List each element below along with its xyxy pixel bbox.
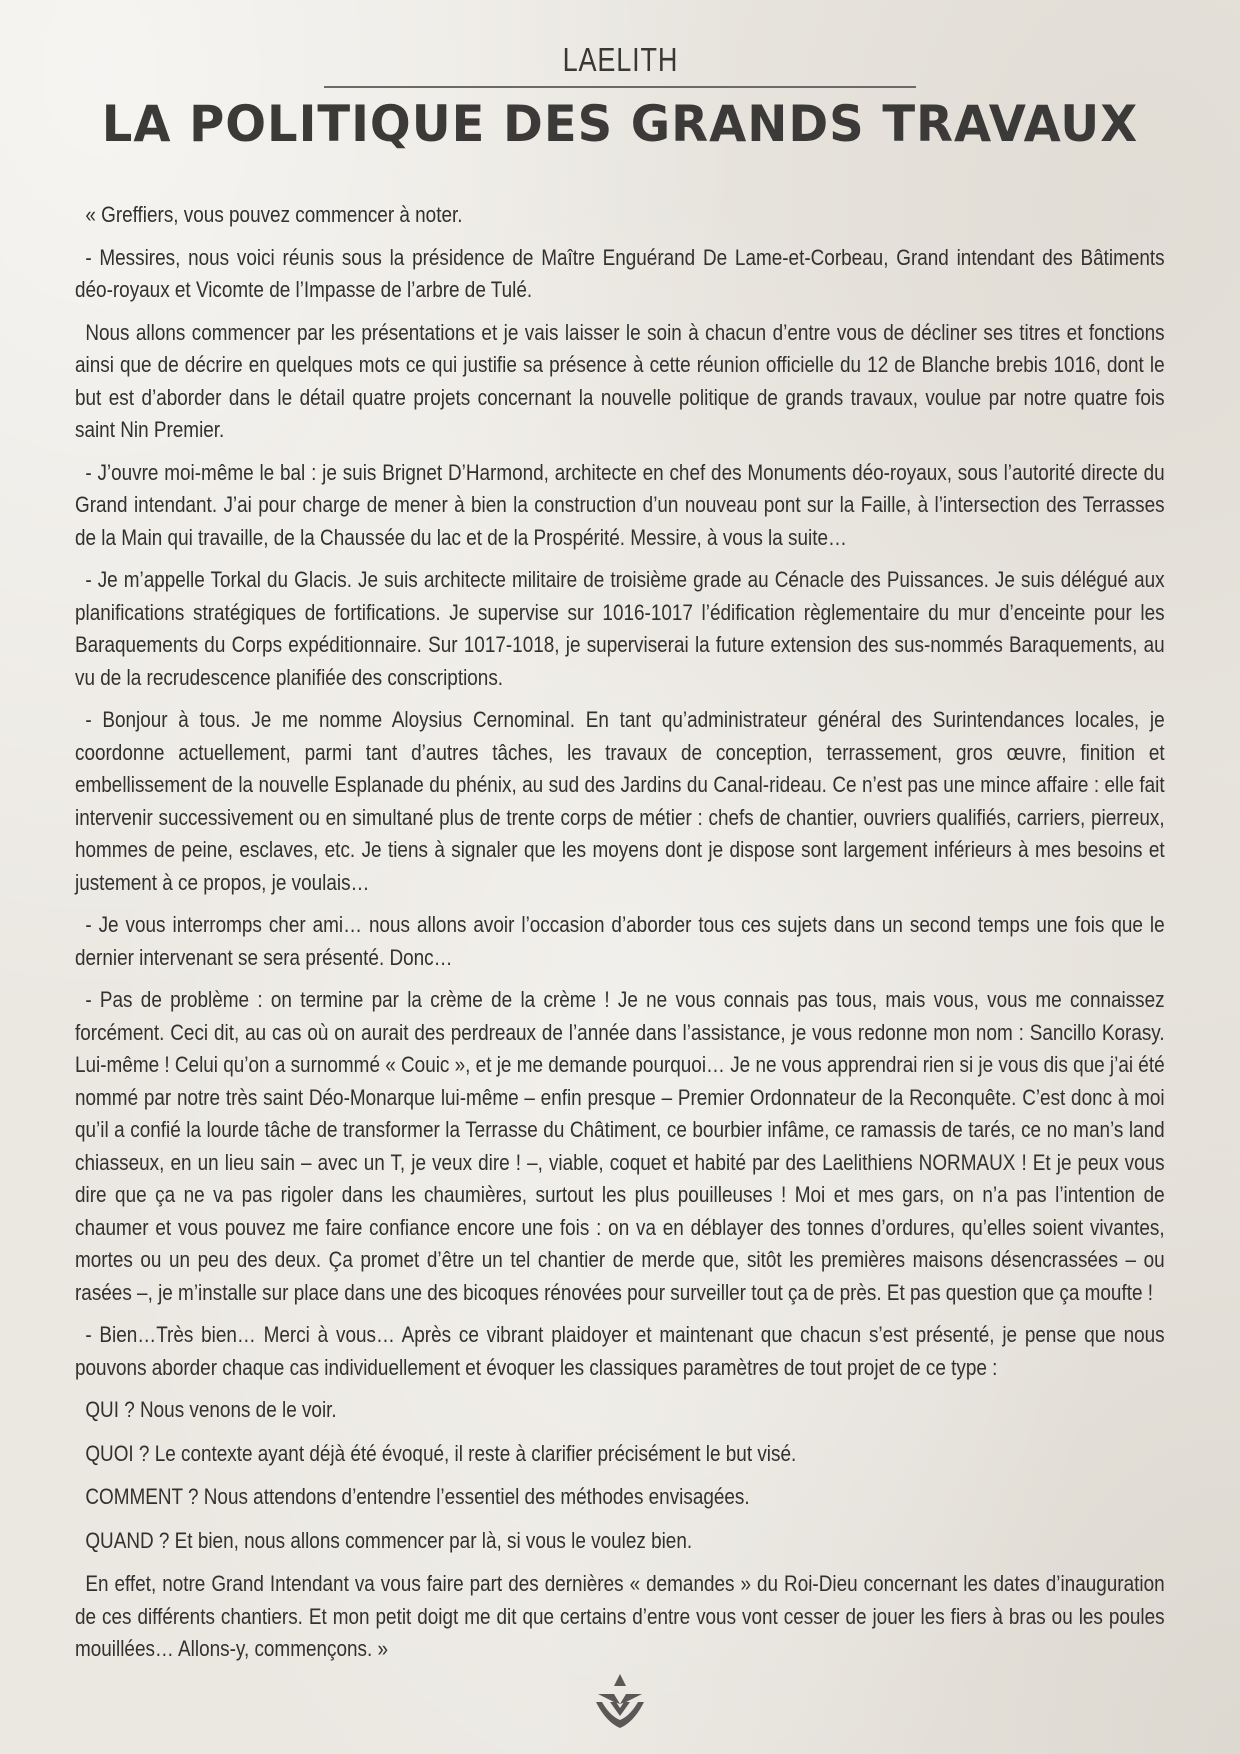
paragraph: - Je m’appelle Torkal du Glacis. Je suis architecte militaire de troisième grade au Cénacle des Puissances. Je suis délégué aux planifications stratégiques de fortifications. Je supervise sur 1016-1017 l’édification règlementaire du mur d’enceinte pour les Baraquements du Corps expéditionnaire. Sur 1017-1018, je superviserai la future extension des sus-nommés Baraquements, au vu de la recrudescence planifiée des conscriptions. [75,567,1165,690]
header-rule [324,86,916,88]
page-header [0,40,1240,154]
section-kicker [0,40,1240,80]
paragraph: - Bonjour à tous. Je me nomme Aloysius Cernominal. En tant qu’administrateur général des Surintendances locales, je coordonne actuellement, parmi tant d’autres tâches, les travaux de conception, terrassement, gros œuvre, finition et embellissement de la nouvelle Esplanade du phénix, au sud des Jardins du Canal-rideau. Ce n’est pas une mince affaire : elle fait intervenir successivement ou en simultané plus de trente corps de métier : chefs de chantier, ouvriers qualifiés, carriers, pierreux, hommes de peine, esclaves, etc. Je tiens à signaler que les moyens dont je dispose sont largement inférieurs à mes besoins et justement à ce propos, je voulais… [75,707,1165,895]
paragraph: - Messires, nous voici réunis sous la présidence de Maître Enguérand De Lame-et-Corbeau, Grand intendant des Bâtiments déo-royaux et Vicomte de l’Impasse de l’arbre de Tulé. [75,244,1165,302]
paragraph: - Pas de problème : on termine par la crème de la crème ! Je ne vous connais pas tous, mais vous, vous me connaissez forcément. Ceci dit, au cas où on aurait des perdreaux de l’année dans l’assistance, je vous redonne mon nom : Sancillo Korasy. Lui-même ! Celui qu’on a surnommé « Couic », et je me demande pourquoi… Je ne vous apprendrai rien si je vous dis que j’ai été nommé par notre très saint Déo-Monarque lui-même – enfin presque – Premier Ordonnateur de la Reconquête. C’est donc à moi qu’il a confié la lourde tâche de transformer la Terrasse du Châtiment, ce bourbier infâme, ce ramassis de tarés, ce no man’s land chiasseux, en un lieu sain – avec un T, je veux dire ! –, viable, coquet et habité par des Laelithiens NORMAUX ! Et je peux vous dire que ça ne va pas rigoler dans les chaumières, surtout les plus pouilleuses ! Moi et mes gars, on n’a pas l’intention de chaumer et vous pouvez me faire confiance encore une fois : on va en déblayer des tonnes d’ordures, qu’elles soient vivantes, mortes ou un peu des deux. Ça promet d’être un tel chantier de merde que, sitôt les premières maisons désencrassées – ou rasées –, je m’installe sur place dans une des bicoques rénovées pour surveiller tout ça de près. Et pas question que ça moufte ! [75,987,1165,1305]
paragraph-qui: QUI ? Nous venons de le voir. [85,1397,337,1422]
kicker-text: LAELITH [562,41,678,78]
paragraph-quoi: QUOI ? Le contexte ayant déjà été évoqué, il reste à clarifier précisément le but visé. [85,1440,797,1466]
paragraph: - Bien…Très bien… Merci à vous… Après ce vibrant plaidoyer et maintenant que chacun s’est présenté, je pense que nous pouvons aborder chaque cas individuellement et évoquer les classiques paramètres de tout projet de ce type : [75,1322,1165,1380]
paragraph: Nous allons commencer par les présentations et je vais laisser le soin à chacun d’entre vous de décliner ses titres et fonctions ainsi que de décrire en quelques mots ce qui justifie sa présence à cette réunion officielle du 12 de Blanche brebis 1016, dont le but est d’aborder dans le détail quatre projets concernant la nouvelle politique de grands travaux, voulue par notre quatre fois saint Nin Premier. [75,319,1165,442]
paragraph-comment: COMMENT ? Nous attendons d’entendre l’essentiel des méthodes envisagées. [85,1484,750,1509]
page-title: LA POLITIQUE DES GRANDS TRAVAUX [101,95,1139,153]
article-text [75,199,1165,1666]
laelith-emblem-icon [592,1672,648,1732]
paragraph: « Greffiers, vous pouvez commencer à noter. [85,202,463,227]
paragraph: - J’ouvre moi-même le bal : je suis Brignet D’Harmond, architecte en chef des Monuments déo-royaux, sous l’autorité directe du Grand intendant. J’ai pour charge de mener à bien la construction d’un nouveau pont sur la Faille, à l’intersection des Terrasses de la Main qui travaille, de la Chaussée du lac et de la Prospérité. Messire, à vous la suite… [75,459,1165,550]
paragraph-quand: QUAND ? Et bien, nous allons commencer par là, si vous le voulez bien. [85,1527,693,1553]
paragraph: En effet, notre Grand Intendant va vous faire part des dernières « demandes » du Roi-Dieu concernant les dates d’inauguration de ces différents chantiers. Et mon petit doigt me dit que certains d’entre vous vont cesser de jouer les fiers à bras ou les poules mouillées… Allons-y, commençons. » [75,1571,1165,1661]
paragraph: - Je vous interromps cher ami… nous allons avoir l’occasion d’aborder tous ces sujets dans un second temps une fois que le dernier intervenant se sera présenté. Donc… [75,912,1165,970]
article-body [75,199,1165,1676]
